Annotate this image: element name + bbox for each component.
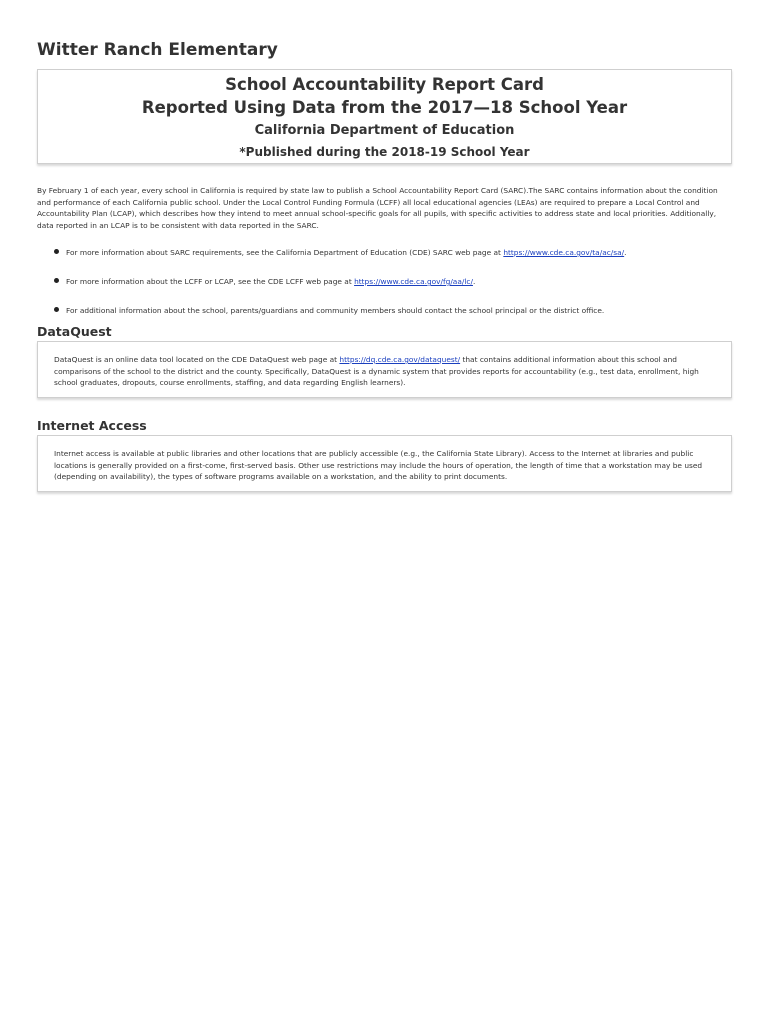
bullet-dot-icon	[54, 307, 59, 312]
bullet-dot-icon	[54, 278, 59, 283]
report-title: School Accountability Report Card	[225, 75, 544, 94]
bullet-dot-icon	[54, 249, 59, 254]
bullet-contact	[54, 306, 734, 315]
internet-access-text: Internet access is available at public libraries and other locations that are publicly accessible (e.g., the California State Library). Access to the Internet at libraries and public locations is generally provided on a first-come, first-served basis. Other use restrictions may include the hours of operation, the length of time that a workstation may be used (depending on availability), the types of software programs available on a workstation, and the ability to print documents.	[54, 449, 703, 482]
report-title-box	[37, 69, 732, 164]
sarc-link[interactable]: https://www.cde.ca.gov/ta/ac/sa/	[503, 248, 625, 257]
internet-access-box	[37, 435, 732, 492]
internet-access-heading: Internet Access	[37, 418, 147, 433]
lcff-link[interactable]: https://www.cde.ca.gov/fg/aa/lc/	[354, 277, 473, 286]
dataquest-text: DataQuest is an online data tool located on the CDE DataQuest web page at https://dq.cde.ca.gov/dataquest/ that contains additional information about this school and comparisons of the school to the district and the county. Specifically, DataQuest is a dynamic system that provides reports for accountability (e.g., test data, enrollment, high school graduates, dropouts, course enrollments, staffing, and data regarding English learners).	[54, 355, 699, 388]
dataquest-box	[37, 341, 732, 398]
school-name: Witter Ranch Elementary	[37, 40, 278, 60]
bullet-lcff	[54, 277, 734, 286]
published-note: *Published during the 2018-19 School Year	[239, 145, 530, 159]
bullet-end: .	[472, 277, 476, 286]
bullet-text: For additional information about the school, parents/guardians and community members should contact the school principal or the district office.	[66, 306, 605, 315]
bullet-text: For more information about SARC requirements, see the California Department of Education (CDE) SARC web page at	[66, 248, 504, 257]
department-name: California Department of Education	[254, 123, 515, 138]
report-subtitle: Reported Using Data from the 2017—18 School Year	[141, 98, 628, 117]
bullet-text: For more information about the LCFF or LCAP, see the CDE LCFF web page at	[66, 277, 355, 286]
dataquest-link[interactable]: https://dq.cde.ca.gov/dataquest/	[339, 355, 461, 364]
intro-paragraph: By February 1 of each year, every school in California is required by state law to publish a School Accountability Report Card (SARC).The SARC contains information about the condition and performance of each California public school. Under the Local Control Funding Formula (LCFF) all local educational agencies (LEAs) are required to prepare a Local Control and Accountability Plan (LCAP), which describes how they intend to meet annual school-specific goals for all pupils, with specific activities to address state and local priorities. Additionally, data reported in an LCAP is to be consistent with data reported in the SARC.	[37, 186, 718, 230]
bullet-end: .	[624, 248, 627, 257]
bullet-sarc	[54, 248, 734, 257]
dataquest-heading: DataQuest	[37, 324, 112, 339]
